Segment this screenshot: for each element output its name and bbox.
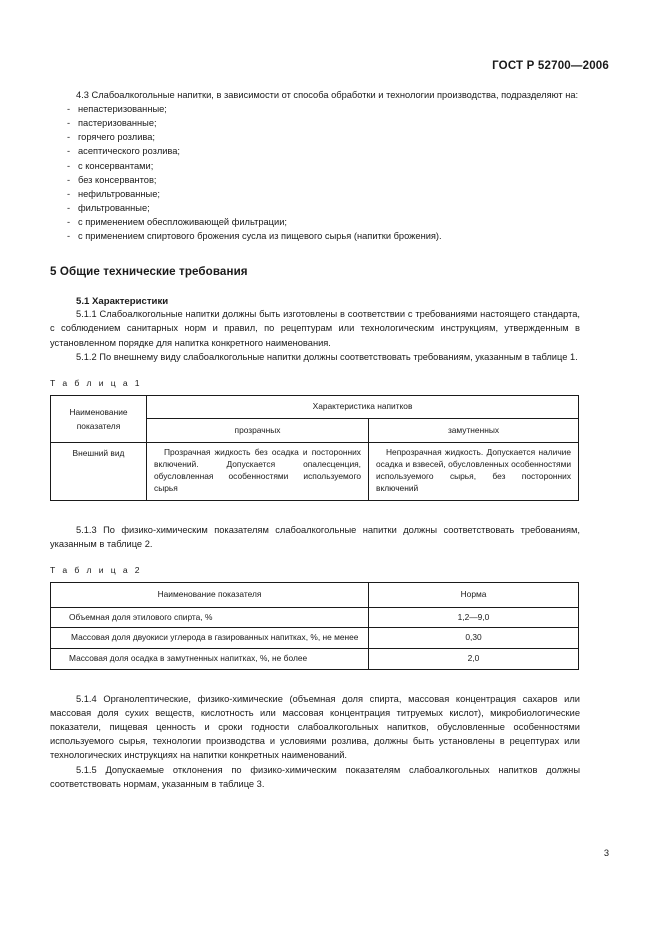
table-1-header-group: Характеристика напитков [147,395,579,418]
table-row [51,607,579,628]
table-1-cell-clear: Прозрачная жидкость без осадка и посторонних включений. Допускается опалесценция, обусловленная особенностями используемого сырья [147,443,369,501]
table-1-header-sub-clear: прозрачных [147,418,369,443]
list-item [50,215,580,229]
section-5-heading: 5 Общие технические требования [50,265,248,279]
dash-marker: - [67,231,71,242]
list-item-label: непастеризованные; [78,104,167,115]
table-1-cell-turbid: Непрозрачная жидкость. Допускается наличие осадка и взвесей, обусловленных особенностями используемого сырья, без посторонних включений [369,443,579,501]
subsection-5-1-heading: 5.1 Характеристики [76,296,169,308]
table-1-row-name: Внешний вид [51,443,147,501]
list-item [50,130,580,144]
table-1-header-sub-turbid: замутненных [369,418,579,443]
table-row [51,628,579,649]
header-rule [330,57,610,58]
document-body [50,88,580,791]
table-2-header-col1: Наименование показателя [51,583,369,608]
clause-5-1-1-paragraph: 5.1.1 Слабоалкогольные напитки должны быть изготовлены в соответствии с требованиями настоящего стандарта, с соблюдением санитарных норм и правил, по рецептурам или технологическим инструкциям, утвержденным в установленном порядке для напитка конкретного наименования. [50,309,580,348]
table-2-row-norm: 2,0 [369,648,579,669]
list-item [50,229,580,243]
dash-marker: - [67,132,71,143]
clause-5-1-5-paragraph: 5.1.5 Допускаемые отклонения по физико-химическим показателям слабоалкогольных напитков должны соответствовать нормам, указанным в таблице 3. [50,764,580,789]
clause-4-3-list [50,102,580,243]
table-2-row-norm: 0,30 [369,628,579,649]
list-item-label: фильтрованные; [78,202,150,213]
dash-marker: - [67,146,71,157]
clause-5-1-2-paragraph: 5.1.2 По внешнему виду слабоалкогольные напитки должны соответствовать требованиям, указанным в таблице 1. [76,351,578,362]
dash-marker: - [67,188,71,199]
table-1 [50,395,579,501]
list-item-label: пастеризованные; [78,118,157,129]
list-item-label: с консервантами; [78,160,154,171]
table-2-header-col2: Норма [369,583,579,608]
page-number: 3 [603,848,609,858]
page-header-standard-number: ГОСТ Р 52700—2006 [492,60,609,72]
table-1-caption: Т а б л и ц а 1 [50,377,142,388]
list-item-label: с применением спиртового брожения сусла из пищевого сырья (напитки брожения). [78,231,442,242]
list-item [50,144,580,158]
table-2-row-name: Объемная доля этилового спирта, % [51,607,369,628]
list-item [50,159,580,173]
list-item-label: с применением обеспложивающей фильтрации; [78,216,287,227]
table-2-row-name: Массовая доля двуокиси углерода в газированных напитках, %, не менее [51,628,369,649]
table-2 [50,582,579,669]
table-row [51,583,579,608]
clause-4-3-paragraph: 4.3 Слабоалкогольные напитки, в зависимости от способа обработки и технологии производства, подразделяют на: [76,90,579,100]
clause-5-1-4-paragraph: 5.1.4 Органолептические, физико-химические (объемная доля спирта, массовая концентрация сахаров или массовая доля сухих веществ, кислотность или массовая концентрация титруемых кислот), микробиологические показатели, пищевая ценность и сроки годности слабоалкогольных напитков, обусловленные особенностями используемого сырья, технологии производства и условиями розлива, должны быть установлены в рецептурах или технологических инструкциях на напитки конкретных наименований. [50,693,580,761]
table-1-header-col1 [51,395,147,442]
table-row [51,395,579,418]
table-2-caption: Т а б л и ц а 2 [50,565,142,576]
list-item [50,173,580,187]
dash-marker: - [67,118,71,129]
list-item-label: горячего розлива; [78,132,156,143]
list-item-label: нефильтрованные; [78,188,160,199]
dash-marker: - [67,104,71,115]
table-1-header-col1-line2: показателя [76,421,121,432]
dash-marker: - [67,160,71,171]
list-item [50,201,580,215]
list-item-label: асептического розлива; [78,146,181,157]
table-row [51,648,579,669]
list-item [50,102,580,116]
list-item [50,116,580,130]
dash-marker: - [67,174,71,185]
dash-marker: - [67,216,71,227]
table-2-row-norm: 1,2—9,0 [369,607,579,628]
table-row [51,443,579,501]
table-2-row-name: Массовая доля осадка в замутненных напитках, %, не более [51,648,369,669]
list-item-label: без консервантов; [78,174,157,185]
clause-5-1-3-paragraph: 5.1.3 По физико-химическим показателям слабоалкогольные напитки должны соответствовать требованиям, указанным в таблице 2. [50,524,580,549]
table-1-header-col1-line1: Наименование [69,407,128,418]
dash-marker: - [67,202,71,213]
list-item [50,187,580,201]
